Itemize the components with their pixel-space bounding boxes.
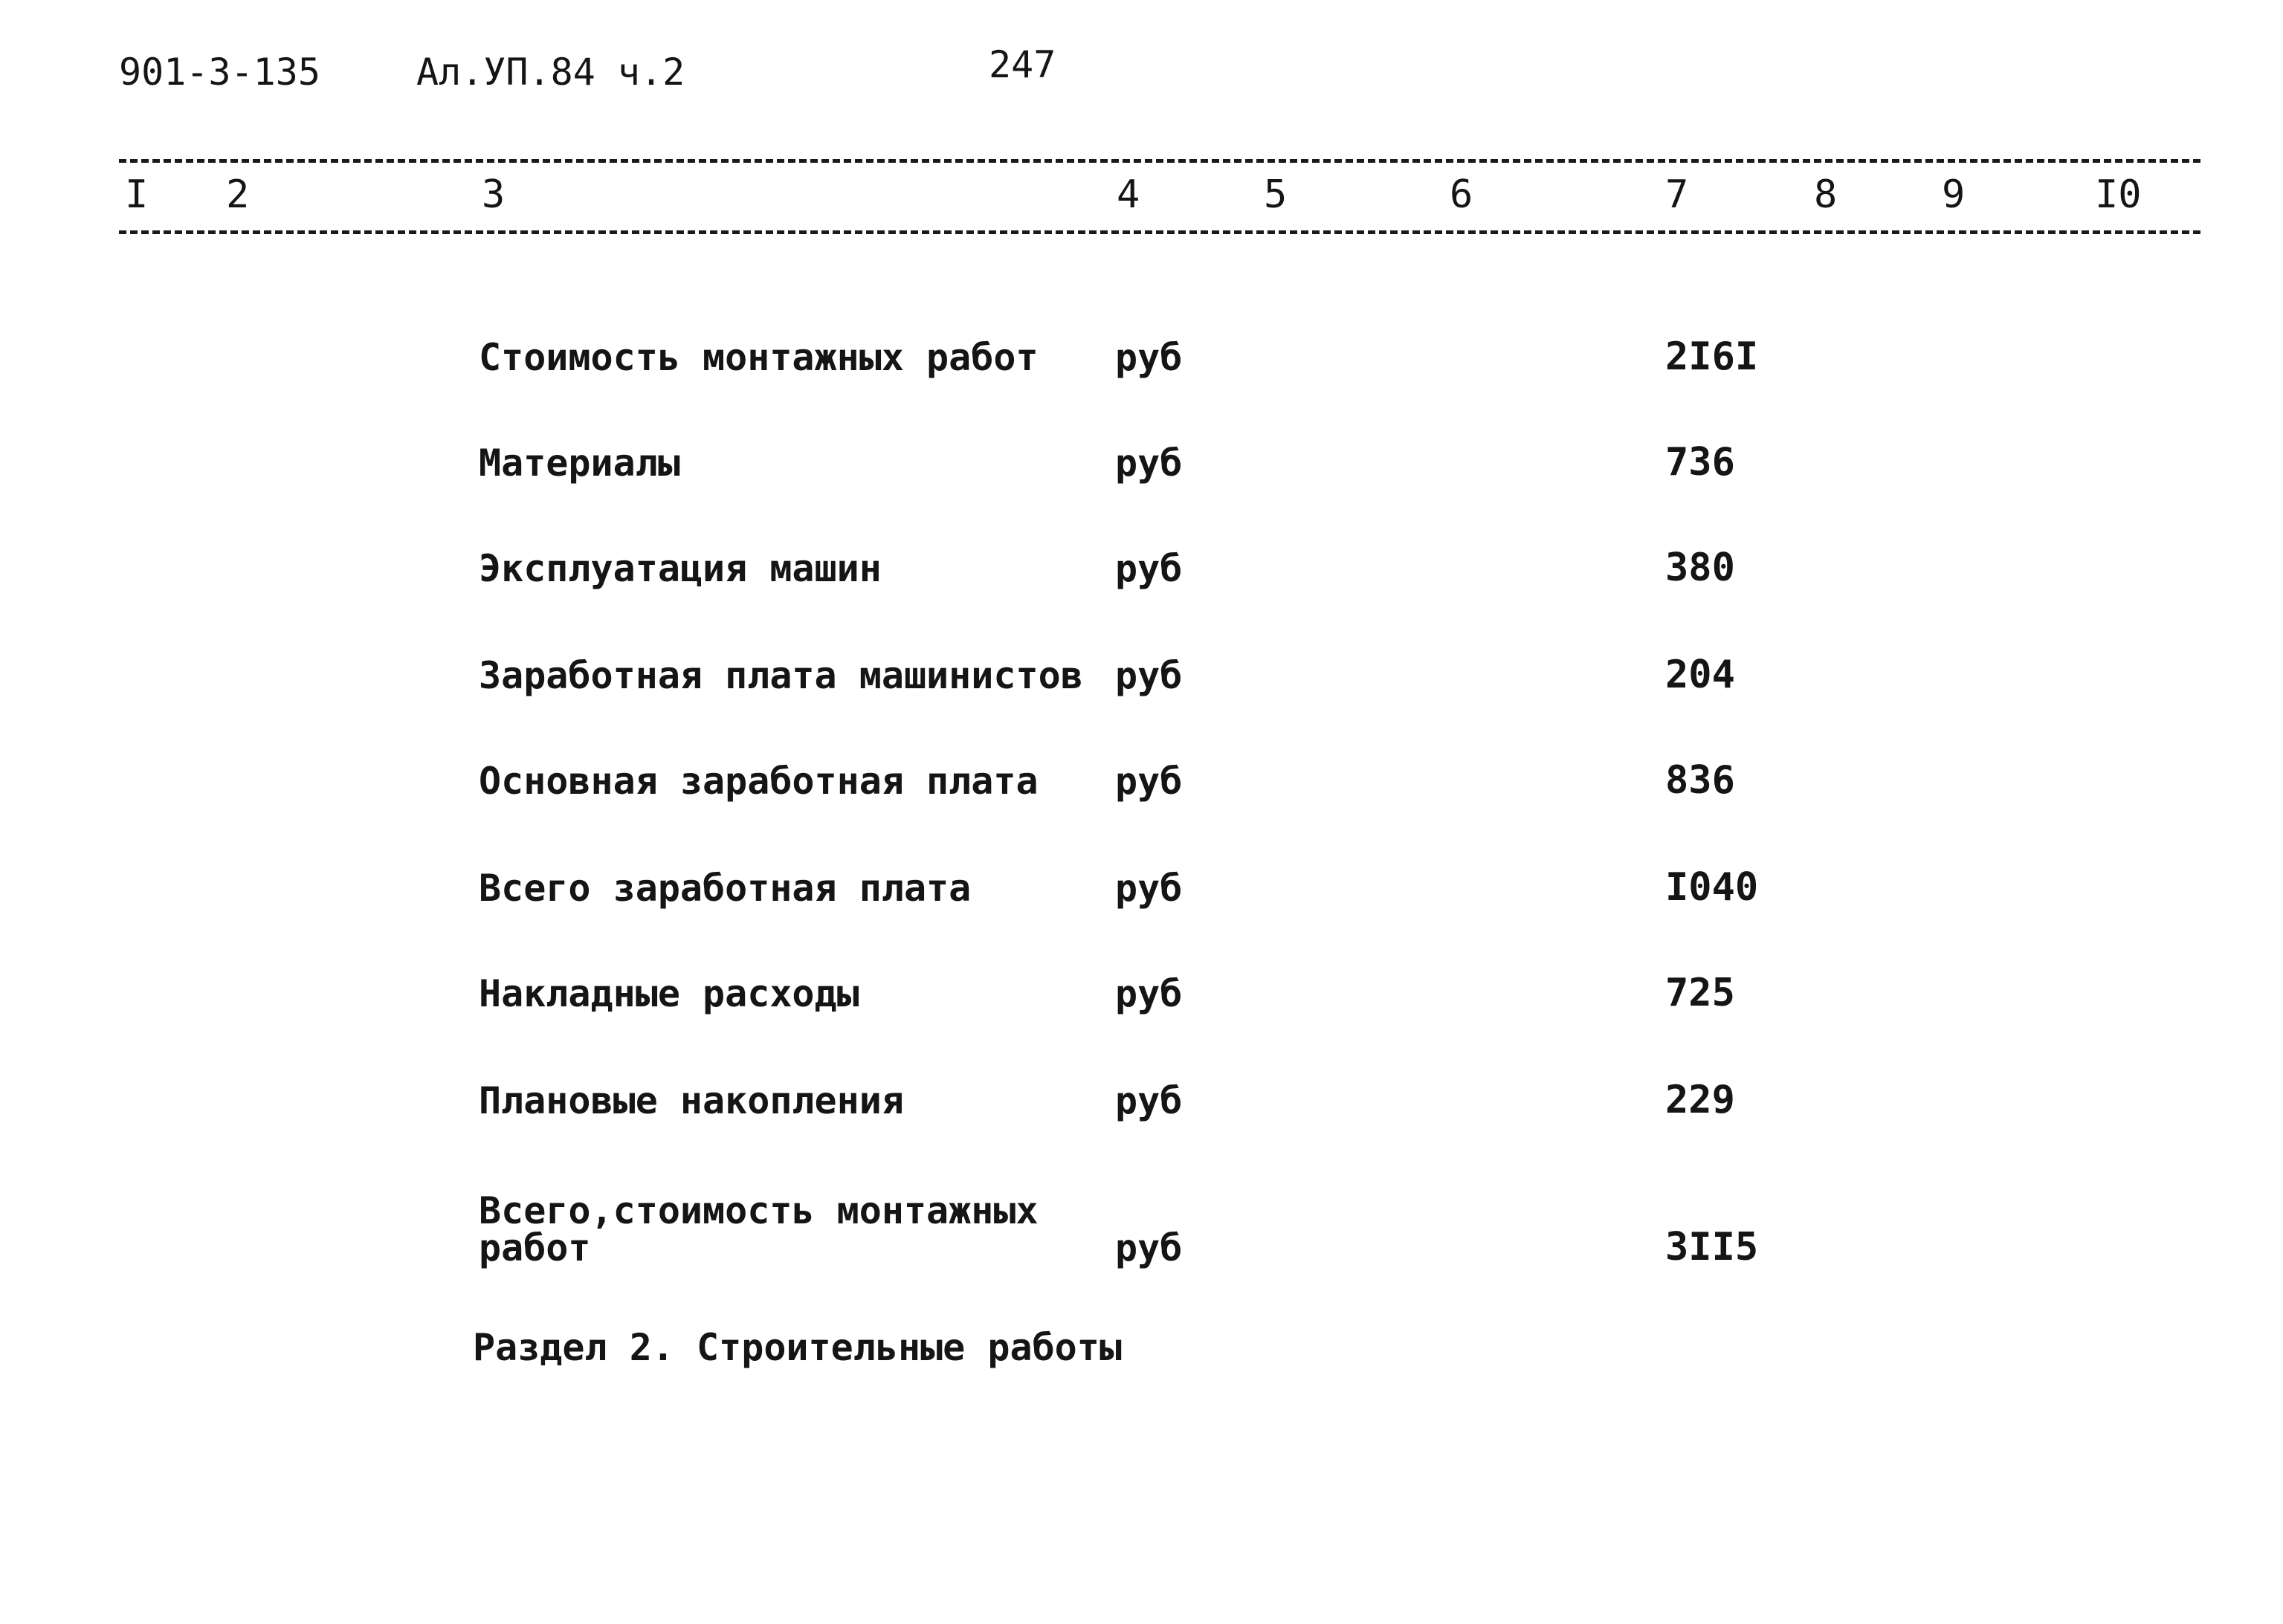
row-label: Плановые накопления (479, 1079, 904, 1122)
album-reference: Ал.УП.84 ч.2 (416, 51, 685, 94)
row-label: Эксплуатация машин (479, 547, 882, 590)
row-value: 204 (1665, 653, 1735, 697)
row-unit: руб (1115, 547, 1183, 590)
column-number: I (125, 172, 149, 217)
row-label: Всего заработная плата (479, 867, 972, 910)
row-unit: руб (1115, 867, 1183, 910)
row-value: 380 (1665, 546, 1735, 590)
column-number: 8 (1814, 172, 1838, 217)
doc-code: 901-3-135 (119, 51, 320, 94)
row-unit: руб (1115, 1226, 1183, 1269)
row-label: Всего,стоимость монтажных работ (479, 1189, 1039, 1269)
row-value: 2I6I (1665, 334, 1759, 379)
row-unit: руб (1115, 1079, 1183, 1122)
column-number: 5 (1264, 172, 1288, 217)
row-label: Стоимость монтажных работ (479, 336, 1039, 379)
page-number: 247 (989, 43, 1056, 86)
row-value: I040 (1665, 865, 1759, 910)
row-unit: руб (1115, 760, 1183, 803)
column-number: 4 (1117, 172, 1140, 217)
column-number: I0 (2095, 172, 2142, 217)
row-label: Материалы (479, 441, 680, 485)
row-value: 229 (1665, 1078, 1735, 1122)
row-unit: руб (1115, 441, 1183, 485)
row-label: Основная заработная плата (479, 760, 1039, 803)
row-value: 736 (1665, 440, 1735, 485)
row-value: 836 (1665, 758, 1735, 803)
row-unit: руб (1115, 972, 1183, 1015)
column-number: 7 (1665, 172, 1689, 217)
row-label: Заработная плата машинистов (479, 654, 1083, 697)
column-number: 9 (1942, 172, 1966, 217)
section-title: Раздел 2. Строительные работы (473, 1326, 1122, 1369)
row-value: 725 (1665, 971, 1735, 1015)
row-unit: руб (1115, 654, 1183, 697)
column-number: 6 (1450, 172, 1473, 217)
row-value: 3II5 (1665, 1225, 1759, 1269)
top-dashed-rule (119, 159, 2200, 163)
row-unit: руб (1115, 336, 1183, 379)
column-number: 3 (482, 172, 506, 217)
column-number: 2 (226, 172, 250, 217)
bottom-dashed-rule (119, 230, 2200, 234)
row-label: Накладные расходы (479, 972, 859, 1015)
